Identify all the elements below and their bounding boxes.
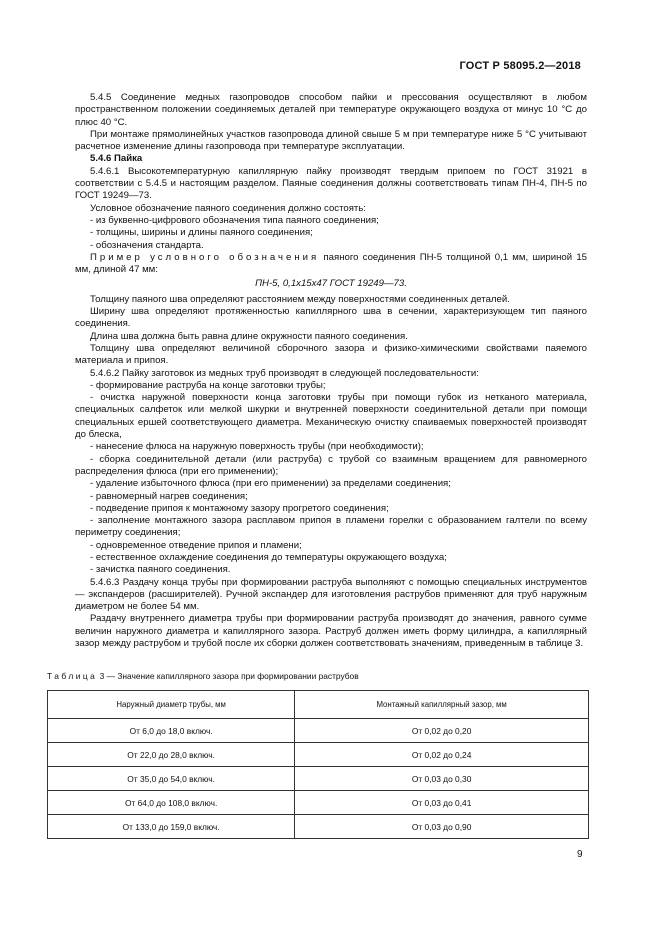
- table-caption-label: Таблица: [47, 671, 98, 681]
- paragraph: - формирование раструба на конце заготовки трубы;: [90, 379, 326, 391]
- cell-capillary-gap: От 0,03 до 0,30: [295, 767, 589, 791]
- cell-capillary-gap: От 0,03 до 0,41: [295, 791, 589, 815]
- table-row: [48, 743, 589, 767]
- cell-outer-diameter: От 133,0 до 159,0 включ.: [48, 815, 295, 839]
- document-body: [75, 92, 587, 650]
- paragraph: - одновременное отведение припоя и пламени;: [90, 539, 302, 551]
- paragraph: Ширину шва определяют протяженностью капиллярного шва в сечении, характеризующем тип паяного соединения.: [75, 306, 587, 330]
- cell-capillary-gap: От 0,02 до 0,24: [295, 743, 589, 767]
- cell-outer-diameter: От 6,0 до 18,0 включ.: [48, 719, 295, 743]
- paragraph: - нанесение флюса на наружную поверхность трубы (при необходимости);: [90, 441, 424, 453]
- table-row: [48, 815, 589, 839]
- cell-outer-diameter: От 22,0 до 28,0 включ.: [48, 743, 295, 767]
- paragraph: 5.4.5 Соединение медных газопроводов способом пайки и прессования осуществляют в любом пространственном положении соединяемых деталей при температуре окружающего воздуха от минус 10 °С до плюс 40 °С.: [75, 92, 587, 128]
- paragraph: - естественное охлаждение соединения до температуры окружающего воздуха;: [90, 551, 447, 563]
- paragraph: Длина шва должна быть равна длине окружности паяного соединения.: [90, 330, 408, 342]
- capillary-gap-table: [47, 690, 589, 839]
- header-capillary-gap: Монтажный капиллярный зазор, мм: [295, 691, 589, 719]
- paragraph: 5.4.6.2 Пайку заготовок из медных труб производят в следующей последовательности:: [90, 367, 479, 379]
- table-row: [48, 791, 589, 815]
- table-caption: [47, 671, 359, 681]
- paragraph: - заполнение монтажного зазора расплавом припоя в пламени горелки с образованием галтели по всему периметру соединения;: [75, 515, 587, 539]
- designation-example: ПН-5, 0,1х15х47 ГОСТ 19249—73.: [255, 278, 407, 290]
- paragraph: - обозначения стандарта.: [90, 239, 204, 251]
- paragraph: - очистка наружной поверхности конца заготовки трубы при помощи губок из нетканого материала, специальных салфеток или мелкой шкурки и внутренней поверхности соединительной детали при помощи специальных ершей соответствующего диаметра. Механическую очистку спаиваемых поверхностей производят до блеска,: [75, 392, 587, 441]
- paragraph: Раздачу внутреннего диаметра трубы при формировании раструба производят до значения, равного сумме величин наружного диаметра и капиллярного зазора. Раструб должен иметь форму цилиндра, а капиллярный зазор между раструбом и трубой после их сборки должен соответствовать значениям, приведенным в таблице 3.: [75, 613, 587, 650]
- cell-capillary-gap: От 0,03 до 0,90: [295, 815, 589, 839]
- cell-outer-diameter: От 64,0 до 108,0 включ.: [48, 791, 295, 815]
- paragraph: Толщину паяного шва определяют расстоянием между поверхностями соединенных деталей.: [90, 293, 510, 305]
- header-outer-diameter: Наружный диаметр трубы, мм: [48, 691, 295, 719]
- paragraph: - удаление избыточного флюса (при его применении) за пределами соединения;: [90, 478, 451, 490]
- paragraph: 5.4.6.3 Раздачу конца трубы при формировании раструба выполняют с помощью специальных инструментов — экспандеров (расширителей). Ручной экспандер для изготовления раструбов применяют для труб наружным диаметром не более 54 мм.: [75, 576, 587, 613]
- paragraph: - из буквенно-цифрового обозначения типа паяного соединения;: [90, 214, 379, 226]
- paragraph: - подведение припоя к монтажному зазору прогретого соединения;: [90, 502, 389, 514]
- paragraph: - равномерный нагрев соединения;: [90, 490, 248, 502]
- example-label: Пример условного обозначения: [90, 251, 320, 263]
- paragraph: - зачистка паяного соединения.: [90, 564, 231, 576]
- section-heading: 5.4.6 Пайка: [90, 153, 143, 165]
- table-row: [48, 719, 589, 743]
- paragraph: Толщину шва определяют величиной сборочного зазора и физико-химическими свойствами паяемого материала и припоя.: [75, 342, 587, 367]
- table-header-row: [48, 691, 589, 719]
- paragraph: [75, 252, 587, 277]
- cell-outer-diameter: От 35,0 до 54,0 включ.: [48, 767, 295, 791]
- table-row: [48, 767, 589, 791]
- document-header-code: ГОСТ Р 58095.2—2018: [459, 60, 581, 72]
- example-text: паяного соединения ПН-5 толщиной 0,1 мм, шириной 15 мм, длиной 47 мм:: [75, 251, 587, 276]
- paragraph: 5.4.6.1 Высокотемпературную капиллярную пайку производят твердым припоем по ГОСТ 31921 в соответствии с 5.4.5 и настоящим разделом. Паяные соединения должны соответствовать типам ПН-4, ПН-5 по ГОСТ 19249—73.: [75, 165, 587, 202]
- paragraph: - сборка соединительной детали (или раструба) с трубой со взаимным вращением для равномерного распределения флюса (при его применении);: [75, 453, 587, 477]
- paragraph: Условное обозначение паяного соединения должно состоять:: [90, 202, 366, 214]
- table-caption-text: 3 — Значение капиллярного зазора при формировании раструбов: [97, 671, 359, 681]
- cell-capillary-gap: От 0,02 до 0,20: [295, 719, 589, 743]
- paragraph: - толщины, ширины и длины паяного соединения;: [90, 227, 313, 239]
- paragraph: При монтаже прямолинейных участков газопровода длиной свыше 5 м при температуре ниже 5 °С учитывают расчетное изменение длины газопровода при температуре эксплуатации.: [75, 128, 587, 153]
- page-number: 9: [577, 849, 583, 860]
